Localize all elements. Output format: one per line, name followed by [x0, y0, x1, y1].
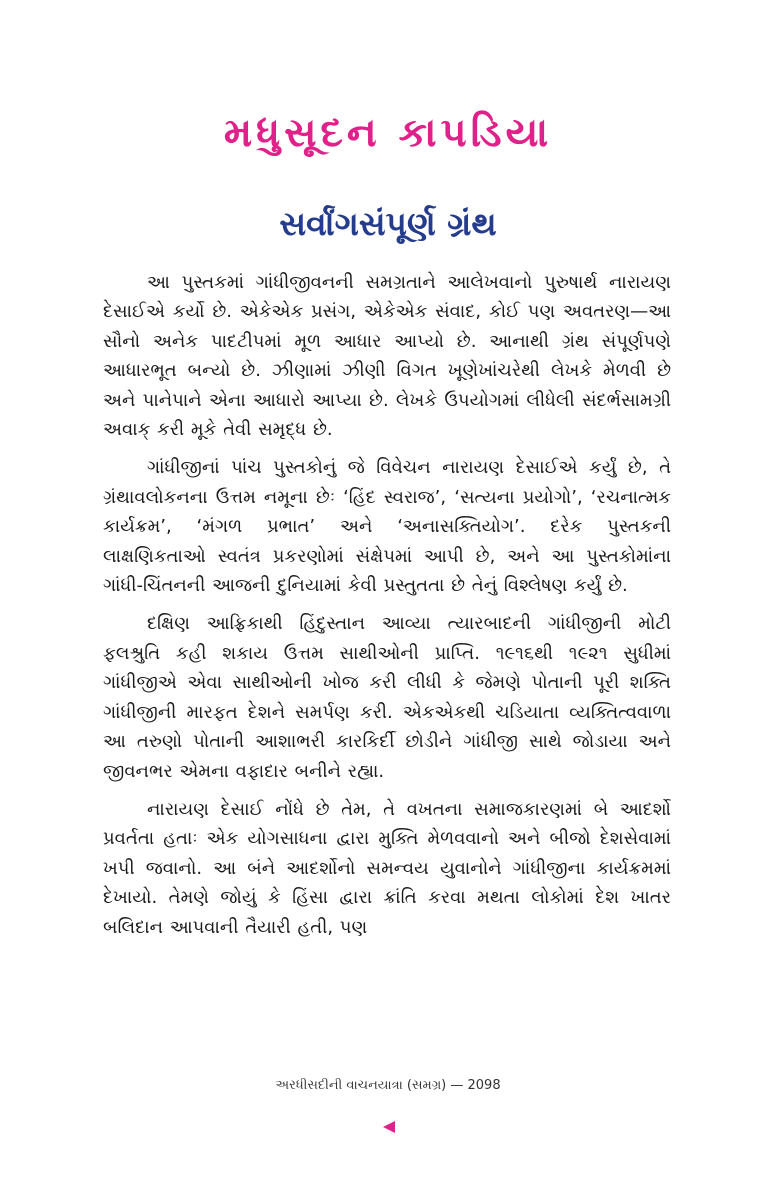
paragraph: દક્ષિણ આફ્રિકાથી હિંદુસ્તાન આવ્યા ત્યારબાદની ગાંધીજીની મોટી ફલશ્રુતિ કહી શકાય ઉત્તમ સાથીઓની પ્રાપ્તિ. ૧૯૧૬થી ૧૯૨૧ સુધીમાં ગાંધીજીએ એવા સાથીઓની ખોજ કરી લીધી કે જેમણે પોતાની પૂરી શક્તિ ગાંધીજીની મારફત દેશને સમર્પણ કરી. એકએકથી ચડિયાતા વ્યક્તિત્વવાળા આ તરુણો પોતાની આશાભરી કારકિર્દી છોડીને ગાંધીજી સાથે જોડાયા અને જીવનભર એમના વફાદાર બનીને રહ્યા. [103, 613, 671, 782]
section-heading: સર્વાંગસંપૂર્ણ ગ્રંથ [279, 204, 497, 243]
paragraph: નારાયણ દેસાઈ નોંધે છે તેમ, તે વખતના સમાજકારણમાં બે આદર્શો પ્રવર્તતા હતાઃ એક યોગસાધના દ્વારા મુક્તિ મેળવવાનો અને બીજો દેશસેવામાં ખપી જવાનો. આ બંને આદર્શોનો સમન્વય યુવાનોને ગાંધીજીના કાર્યક્રમમાં દેખાયો. તેમણે જોયું કે હિંસા દ્વારા ક્રાંતિ કરવા મથતા લોકોમાં દેશ ખાતર બલિદાન આપવાની તૈયારી હતી, પણ [103, 798, 671, 938]
page-footer: અરધીસદીની વાચનયાત્રા (સમગ્ર) — 2098 [275, 1078, 501, 1093]
paragraph: આ પુસ્તકમાં ગાંધીજીવનની સમગ્રતાને આલેખવાનો પુરુષાર્થ નારાયણ દેસાઈએ કર્યો છે. એકેએક પ્રસંગ, એકેએક સંવાદ, કોઈ પણ અવતરણ—આ સૌનો અનેક પાદટીપમાં મૂળ આધાર આપ્યો છે. આનાથી ગ્રંથ સંપૂર્ણપણે આધારભૂત બન્યો છે. ઝીણામાં ઝીણી વિગત ખૂણેખાંચરેથી લેખકે મેળવી છે અને પાનેપાને એના આધારો આપ્યા છે. લેખકે ઉપયોગમાં લીધેલી સંદર્ભસામગ્રી અવાક્ કરી મૂકે તેવી સમૃદ્ધ છે. [103, 272, 671, 441]
previous-page-button[interactable] [380, 1118, 398, 1136]
body-text [103, 268, 671, 951]
author-name: મધુસૂદન કાપડિયા [223, 110, 553, 156]
paragraph: ગાંધીજીનાં પાંચ પુસ્તકોનું જે વિવેચન નારાયણ દેસાઈએ કર્યું છે, તે ગ્રંથાવલોકનના ઉત્તમ નમૂના છેઃ ‘હિંદ સ્વરાજ’, ‘સત્યના પ્રયોગો’, ‘રચનાત્મક કાર્યક્રમ’, ‘મંગળ પ્રભાત’ અને ‘અનાસક્તિયોગ’. દરેક પુસ્તકની લાક્ષણિકતાઓ સ્વતંત્ર પ્રકરણોમાં સંક્ષેપમાં આપી છે, અને આ પુસ્તકોમાંના ગાંધી-ચિંતનની આજની દુનિયામાં કેવી પ્રસ્તુતતા છે તેનું વિશ્લેષણ કર્યું છે. [103, 457, 671, 597]
triangle-left-icon [380, 1118, 398, 1136]
